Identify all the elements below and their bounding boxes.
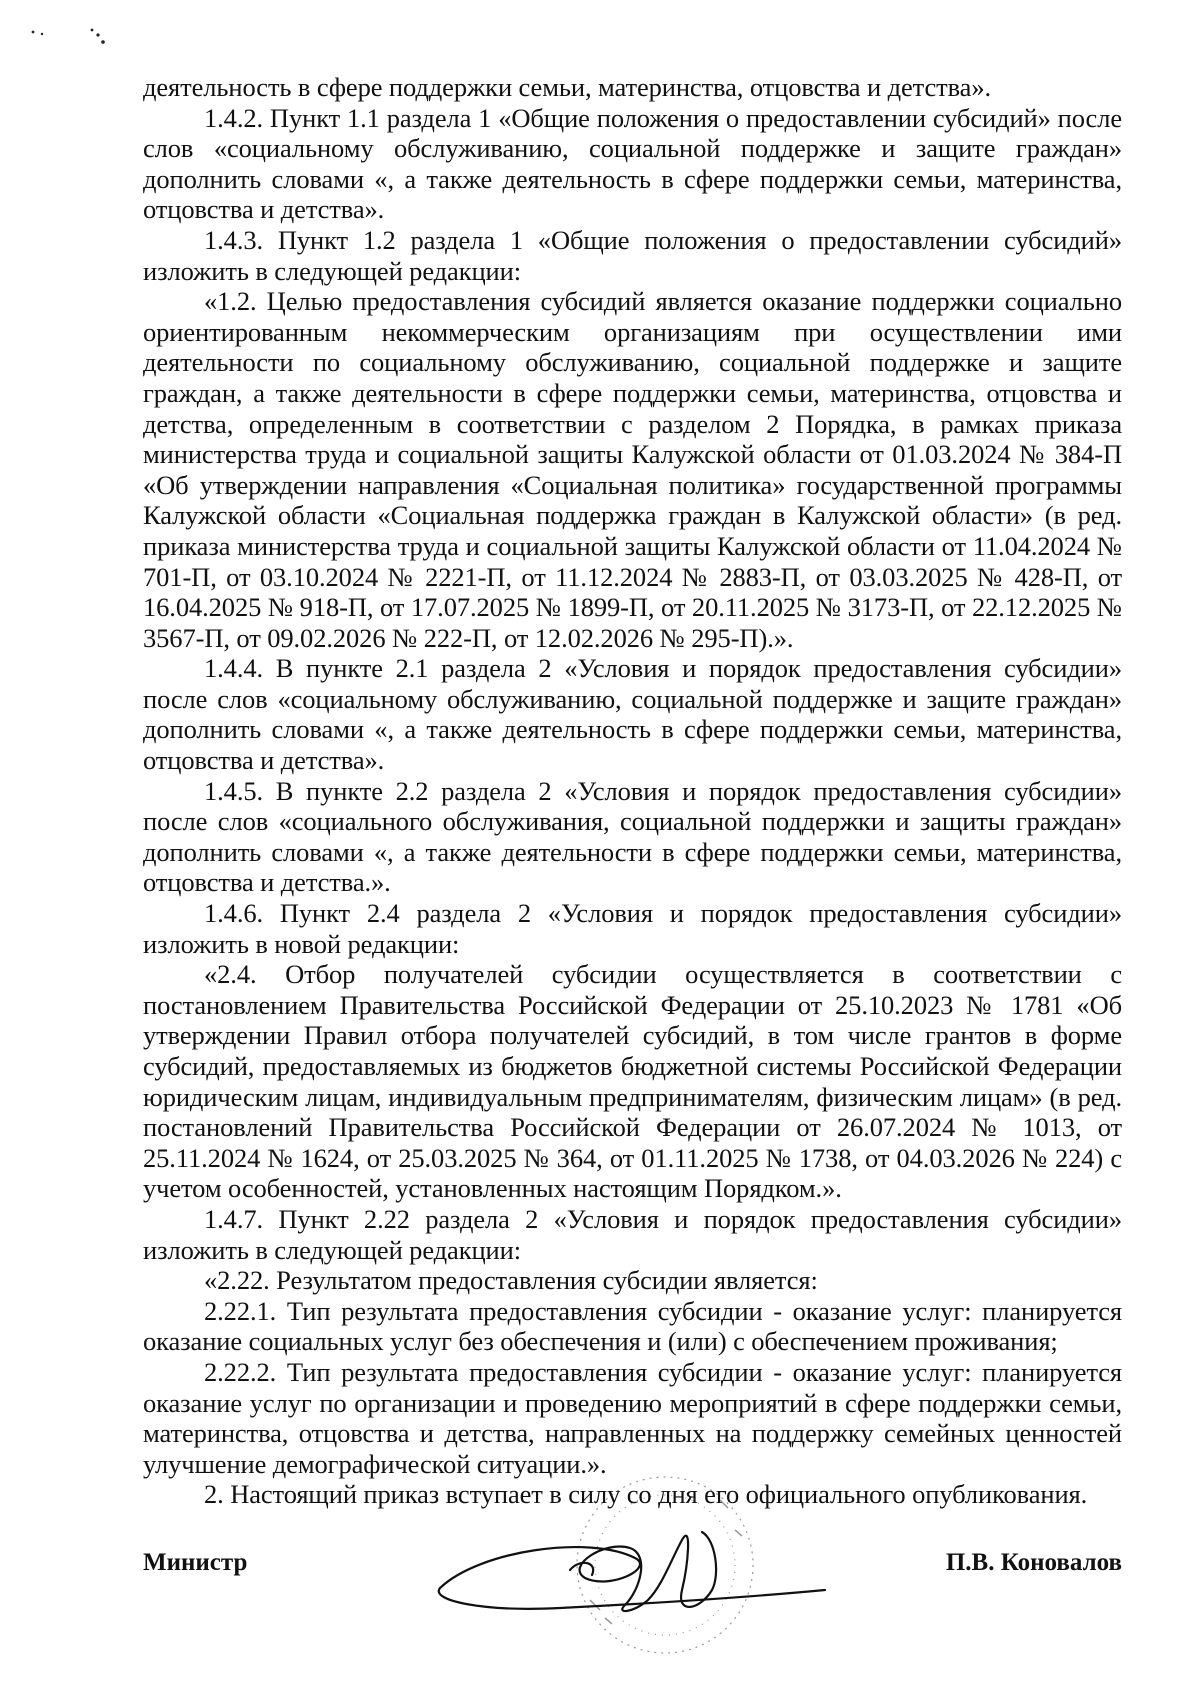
signatory-name: П.В. Коновалов <box>945 1549 1122 1576</box>
signature-row <box>143 1549 1122 1609</box>
paragraph: деятельность в сфере поддержки семьи, материнства, отцовства и детства». <box>143 72 991 102</box>
paragraph: 2.22.1. Тип результата предоставления субсидии - оказание услуг: планируется оказание социальных услуг без обеспечения и (или) с обеспечением проживания; <box>143 1295 1122 1357</box>
paragraph: 1.4.2. Пункт 1.1 раздела 1 «Общие положения о предоставлении субсидий» после слов «социальному обслуживанию, социальной поддержке и защите граждан» дополнить словами «, а также деятельность в сфере поддержки семьи, материнства, отцовства и детства». <box>143 102 1122 225</box>
paragraph: 1.4.5. В пункте 2.2 раздела 2 «Условия и порядок предоставления субсидии» после слов «социального обслуживания, социальной поддержки и защиты граждан» дополнить словами «, а также деятельности в сфере поддержки семьи, материнства, отцовства и детства.». <box>143 775 1122 898</box>
paragraph: «2.22. Результатом предоставления субсидии является: <box>204 1265 818 1296</box>
paragraph: «1.2. Целью предоставления субсидий является оказание поддержки социально ориентированным некоммерческим организациям при осуществлении ими деятельности по социальному обслуживанию, социальной поддержке и защите граждан, а также деятельности в сфере поддержки семьи, материнства, отцовства и детства, определенным в соответствии с разделом 2 Порядка, в рамках приказа министерства труда и социальной защиты Калужской области от 01.03.2024 № 384-П «Об утверждении направления «Социальная политика» государственной программы Калужской области «Социальная поддержка граждан в Калужской области» (в ред. приказа министерства труда и социальной защиты Калужской области от 11.04.2024 № 701-П, от 03.10.2024 № 2221-П, от 11.12.2024 № 2883-П, от 03.03.2025 № 428-П, от 16.04.2025 № 918-П, от 17.07.2025 № 1899-П, от 20.11.2025 № 3173-П, от 22.12.2025 № 3567-П, от 09.02.2026 № 222-П, от 12.02.2026 № 295-П).». <box>143 286 1122 653</box>
paragraph: 1.4.3. Пункт 1.2 раздела 1 «Общие положения о предоставлении субсидий» изложить в следующей редакции: <box>143 224 1122 286</box>
paragraph: «2.4. Отбор получателей субсидии осуществляется в соответствии с постановлением Правительства Российской Федерации от 25.10.2023 № 1781 «Об утверждении Правил отбора получателей субсидий, в том числе грантов в форме субсидий, предоставляемых из бюджетов бюджетной системы Российской Федерации юридическим лицам, индивидуальным предпринимателям, физическим лицам» (в ред. постановлений Правительства Российской Федерации от 26.07.2024 № 1013, от 25.11.2024 № 1624, от 25.03.2025 № 364, от 01.11.2025 № 1738, от 04.03.2026 № 224) с учетом особенностей, установленных настоящим Порядком.». <box>143 959 1122 1204</box>
paragraph: 2. Настоящий приказ вступает в силу со дня его официального опубликования. <box>204 1479 1088 1510</box>
paragraph: 1.4.4. В пункте 2.1 раздела 2 «Условия и порядок предоставления субсидии» после слов «социальному обслуживанию, социальной поддержке и защите граждан» дополнить словами «, а также деятельность в сфере поддержки семьи, материнства, отцовства и детства». <box>143 653 1122 776</box>
signatory-title: Министр <box>143 1549 248 1576</box>
paragraph: 2.22.2. Тип результата предоставления субсидии - оказание услуг: планируется оказание услуг по организации и проведению мероприятий в сфере поддержки семьи, материнства, отцовства и детства, направленных на поддержку семейных ценностей улучшение демографической ситуации.». <box>143 1356 1122 1479</box>
paragraph: 1.4.6. Пункт 2.4 раздела 2 «Условия и порядок предоставления субсидии» изложить в новой редакции: <box>143 898 1122 959</box>
document-body <box>143 72 1122 1510</box>
paragraph: 1.4.7. Пункт 2.22 раздела 2 «Условия и порядок предоставления субсидии» изложить в следующей редакции: <box>143 1203 1122 1265</box>
scan-artifact-dots <box>30 22 130 52</box>
